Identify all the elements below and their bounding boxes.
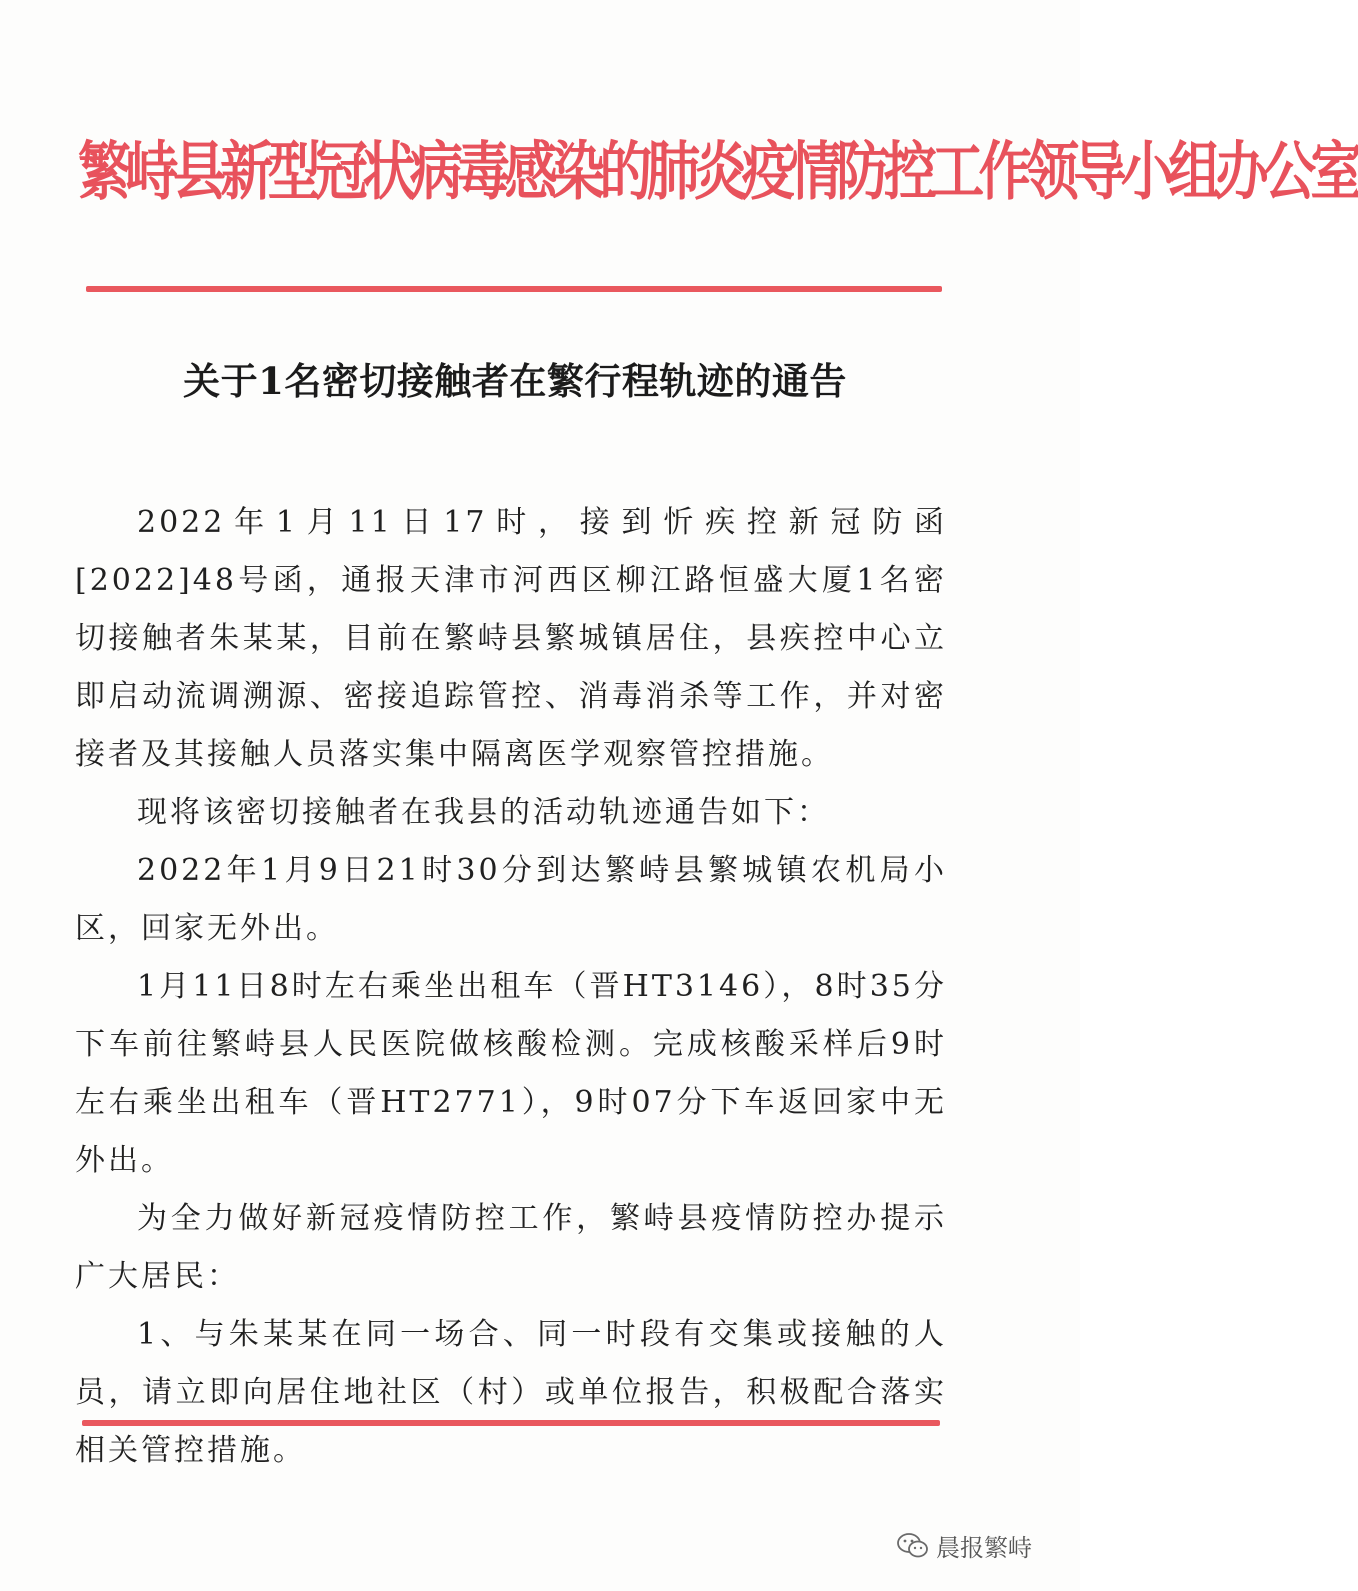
issuing-office-heading: 繁峙县新型冠状病毒感染的肺炎疫情防控工作领导小组办公室 xyxy=(78,134,1358,210)
paragraph-jan11: 1月11日8时左右乘坐出租车（晋HT3146），8时35分下车前往繁峙县人民医院做核酸检测。完成核酸采样后9时左右乘坐出租车（晋HT2771），9时07分下车返回家中无外出。 xyxy=(75,969,947,1178)
source-watermark xyxy=(896,1528,1032,1563)
paragraph-item-1: 1、与朱某某在同一场合、同一时段有交集或接触的人员，请立即向居住地社区（村）或单位报告，积极配合落实相关管控措施。 xyxy=(75,1317,947,1468)
wechat-icon xyxy=(896,1532,930,1560)
paragraph-reminder: 为全力做好新冠疫情防控工作，繁峙县疫情防控办提示广大居民： xyxy=(75,1201,947,1294)
paragraph-jan9: 2022年1月9日21时30分到达繁峙县繁城镇农机局小区，回家无外出。 xyxy=(75,853,947,946)
red-divider-bottom xyxy=(82,1420,940,1426)
paragraph-intro: 2022年1月11日17时，接到忻疾控新冠防函[2022]48号函，通报天津市河西区柳江路恒盛大厦1名密切接触者朱某某，目前在繁峙县繁城镇居住，县疾控中心立即启动流调溯源、密接追踪管控、消毒消杀等工作，并对密接者及其接触人员落实集中隔离医学观察管控措施。 xyxy=(75,505,947,772)
notice-body xyxy=(75,494,947,1480)
watermark-label: 晨报繁峙 xyxy=(936,1534,1032,1562)
paragraph-announce: 现将该密切接触者在我县的活动轨迹通告如下： xyxy=(137,795,830,830)
notice-title: 关于1名密切接触者在繁行程轨迹的通告 xyxy=(183,359,847,403)
red-divider-top xyxy=(86,286,942,292)
